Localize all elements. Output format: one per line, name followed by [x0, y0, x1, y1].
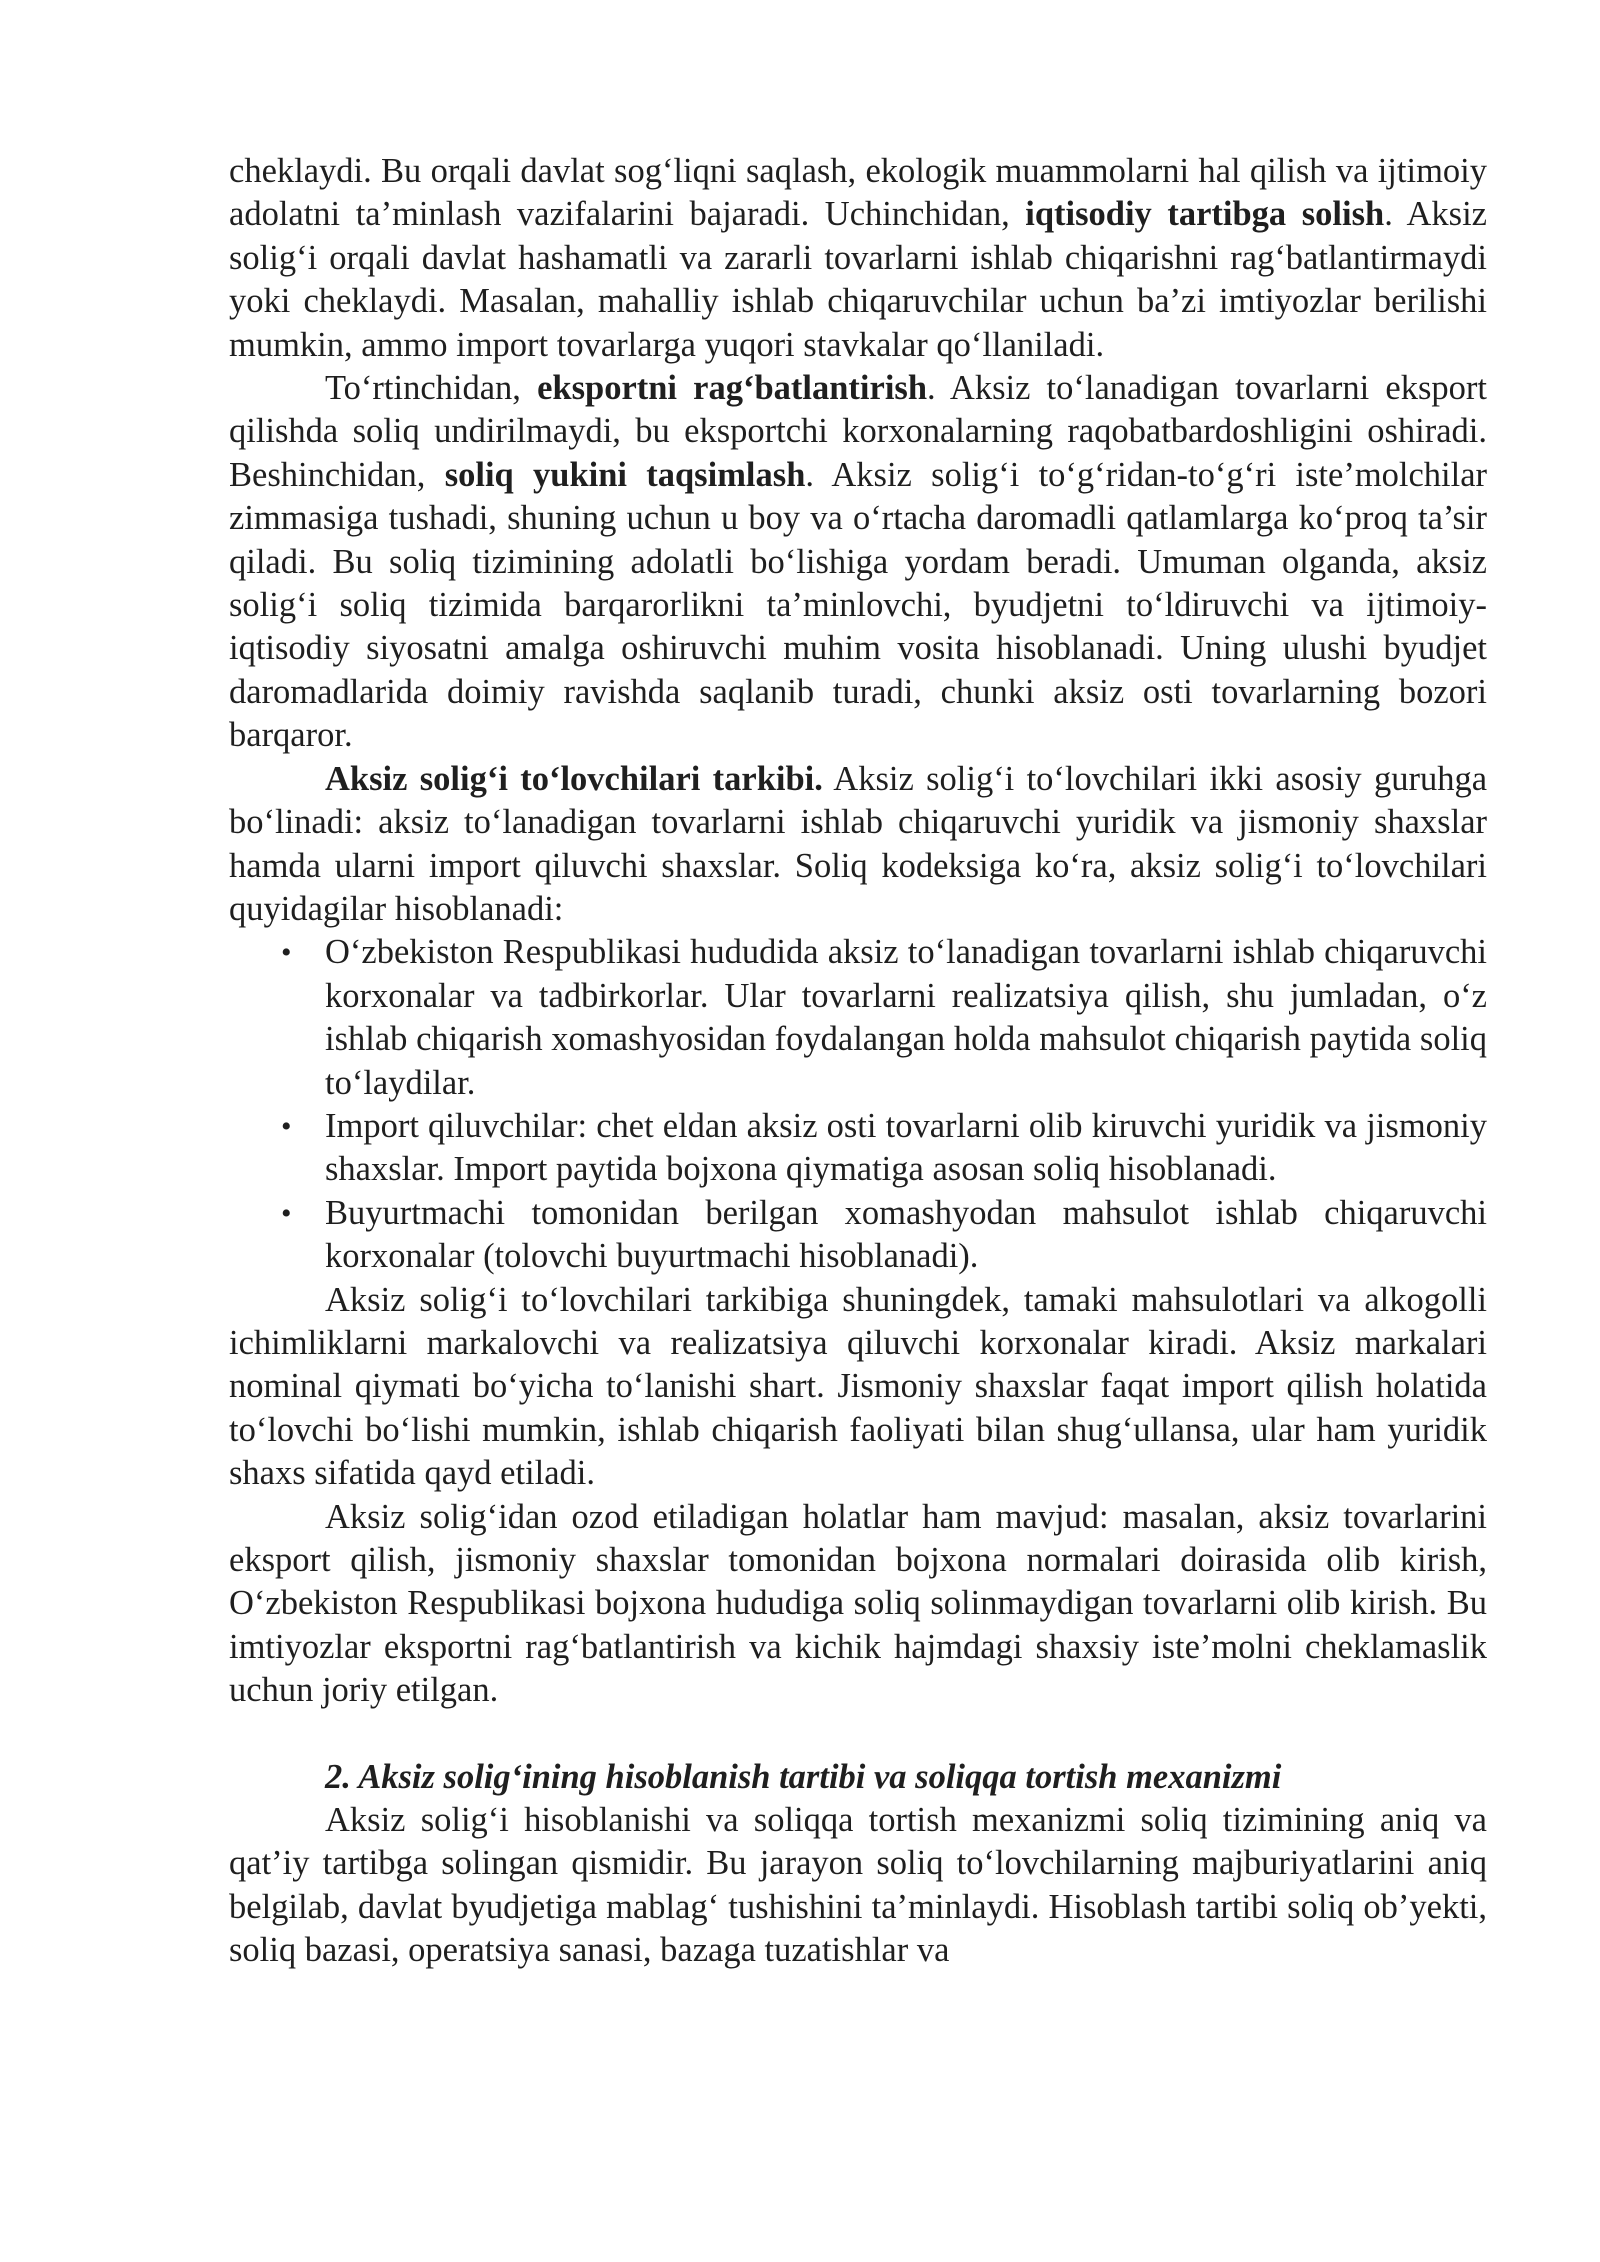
list-item [229, 931, 1487, 1105]
paragraph-1 [229, 150, 1487, 367]
bullet-icon: • [281, 1109, 292, 1143]
list-item [229, 1105, 1487, 1192]
list-item [229, 1192, 1487, 1279]
term-economic-regulation: iqtisodiy tartibga solish [1025, 195, 1385, 234]
paragraph-1-text-a: cheklaydi. Bu orqali davlat sog‘liqni saqlash, ekologik muammolarni hal qilish va ijtimoiy adolatni ta’minlash vazifalarini bajaradi. Uchinchidan, [229, 152, 1487, 234]
list-item-text: Buyurtmachi tomonidan berilgan xomashyodan mahsulot ishlab chiqaruvchi korxonalar (tolovchi buyurtmachi hisoblanadi). [325, 1193, 1487, 1276]
paragraph-2-text-e: . Aksiz solig‘i to‘g‘ridan-to‘g‘ri iste’molchilar zimmasiga tushadi, shuning uchun u boy va o‘rtacha daromadli qatlamlarga ko‘proq ta’sir qiladi. Bu soliq tizimining adolatli bo‘lishiga yordam beradi. Umuman olganda, aksiz solig‘i soliq tizimida barqarorlikni ta’minlovchi, byudjetni to‘ldiruvchi va ijtimoiy-iqtisodiy siyosatni amalga oshiruvchi muhim vosita hisoblanadi. Uning ulushi byudjet daromadlarida doimiy ravishda saqlanib turadi, chunki aksiz osti tovarlarning bozori barqaror. [229, 455, 1488, 755]
document-page [229, 150, 1487, 1973]
list-item-text: Import qiluvchilar: chet eldan aksiz osti tovarlarni olib kiruvchi yuridik va jismoniy shaxslar. Import paytida bojxona qiymatiga asosan soliq hisoblanadi. [325, 1106, 1487, 1189]
term-tax-burden: soliq yukini taqsimlash [444, 455, 806, 494]
paragraph-2-text-a: To‘rtinchidan, [325, 369, 538, 408]
bullet-icon: • [281, 1196, 292, 1230]
paragraph-1-text-c: . Aksiz solig‘i orqali davlat hashamatli va zararli tovarlarni ishlab chiqarishni rag‘batlantirmaydi yoki cheklaydi. Masalan, mahalliy ishlab chiqaruvchilar uchun ba’zi imtiyozlar berilishi mumkin, ammo import tovarlarga yuqori stavkalar qo‘llaniladi. [229, 195, 1487, 364]
payers-list [229, 931, 1487, 1278]
bullet-icon: • [281, 936, 292, 970]
paragraph-2-text-c: . Aksiz to‘lanadigan tovarlarni eksport qilishda soliq undirilmaydi, bu eksportchi korxonalarning raqobatbardoshligini oshiradi. Beshinchidan, [229, 369, 1487, 494]
term-export-incentive: eksportni rag‘batlantirish [537, 369, 928, 408]
paragraph-6: Aksiz solig‘i hisoblanishi va soliqqa tortish mexanizmi soliq tizimining aniq va qat’iy tartibga solingan qismidir. Bu jarayon soliq to‘lovchilarning majburiyatlarini aniq belgilab, davlat byudjetiga mablag‘ tushishini ta’minlaydi. Hisoblash tartibi soliq ob’yekti, soliq bazasi, operatsiya sanasi, bazaga tuzatishlar va [229, 1801, 1487, 1970]
term-payers-composition: Aksiz solig‘i to‘lovchilari tarkibi. [325, 759, 823, 798]
paragraph-3 [229, 758, 1487, 932]
list-item-text: O‘zbekiston Respublikasi hududida aksiz to‘lanadigan tovarlarni ishlab chiqaruvchi korxonalar va tadbirkorlar. Ular tovarlarni realizatsiya qilish, shu jumladan, o‘z ishlab chiqarish xomashyosidan foydalangan holda mahsulot chiqarish paytida soliq to‘laydilar. [325, 933, 1487, 1102]
paragraph-2 [229, 367, 1487, 758]
paragraph-4: Aksiz solig‘i to‘lovchilari tarkibiga shuningdek, tamaki mahsulotlari va alkogolli ichimliklarni markalovchi va realizatsiya qiluvchi korxonalar kiradi. Aksiz markalari nominal qiymati bo‘yicha to‘lanishi shart. Jismoniy shaxslar faqat import qilish holatida to‘lovchi bo‘lishi mumkin, ishlab chiqarish faoliyati bilan shug‘ullansa, ular ham yuridik shaxs sifatida qayd etiladi. [229, 1280, 1487, 1493]
paragraph-5: Aksiz solig‘idan ozod etiladigan holatlar ham mavjud: masalan, aksiz tovarlarini eksport qilish, jismoniy shaxslar tomonidan bojxona normalari doirasida olib kirish, O‘zbekiston Respublikasi bojxona hududiga soliq solinmaydigan tovarlarni olib kirish. Bu imtiyozlar eksportni rag‘batlantirish va kichik hajmdagi shaxsiy iste’molni cheklamaslik uchun joriy etilgan. [229, 1497, 1487, 1710]
paragraph-3-text-c: Aksiz solig‘i to‘lovchilari ikki asosiy guruhga bo‘linadi: aksiz to‘lanadigan tovarlarni ishlab chiqaruvchi yuridik va jismoniy shaxslar hamda ularni import qiluvchi shaxslar. Soliq kodeksiga ko‘ra, aksiz solig‘i to‘lovchilari quyidagilar hisoblanadi: [229, 759, 1488, 928]
section-heading: 2. Aksiz solig‘ining hisoblanish tartibi va soliqqa tortish mexanizmi [325, 1757, 1282, 1796]
